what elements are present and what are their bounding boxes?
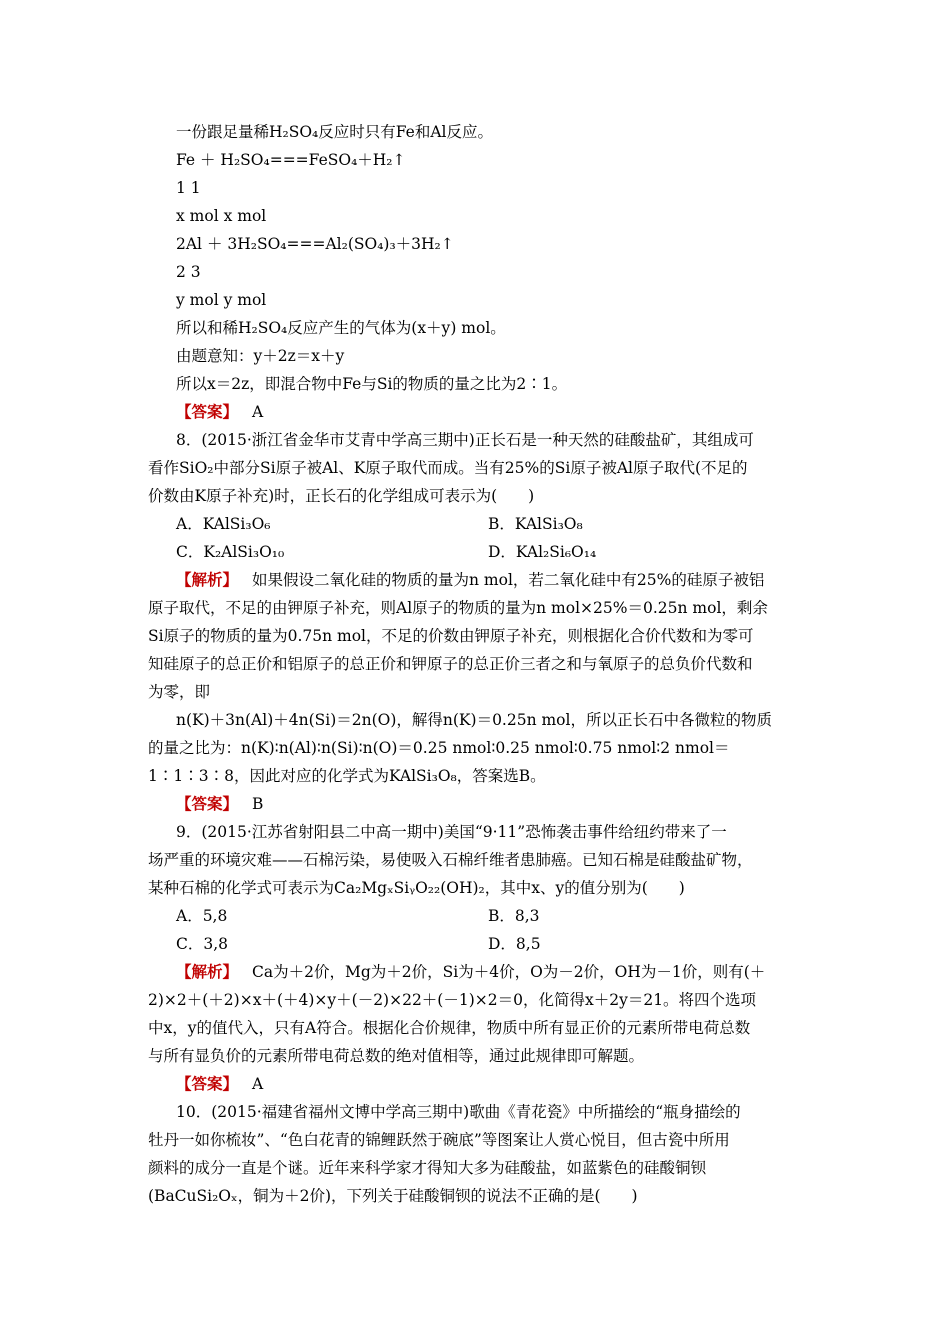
p7-mol-1: x mol x mol xyxy=(176,207,267,225)
p7-coeff-1: 1 1 xyxy=(176,179,201,197)
q9-option-d: D．8,5 xyxy=(488,935,541,953)
p7-equation-2: 2Al ＋ 3H₂SO₄===Al₂(SO₄)₃＋3H₂↑ xyxy=(176,235,454,253)
q9-stem-2: 场严重的环境灾难——石棉污染，易使吸入石棉纤维者患肺癌。已知石棉是硅酸盐矿物， xyxy=(148,851,753,869)
q8-analysis-1: 如果假设二氧化硅的物质的量为n mol，若二氧化硅中有25%的硅原子被铝 xyxy=(252,571,765,589)
answer-tag: 【答案】 xyxy=(176,1074,239,1093)
q8-analysis-4: 知硅原子的总正价和铝原子的总正价和钾原子的总正价三者之和与氧原子的总负价代数和 xyxy=(148,655,753,673)
answer-tag: 【答案】 xyxy=(176,794,239,813)
q8-analysis-8: 1∶1∶3∶8，因此对应的化学式为KAlSi₃O₈，答案选B。 xyxy=(148,767,546,785)
p7-coeff-2: 2 3 xyxy=(176,263,201,281)
p7-answer-row xyxy=(176,402,263,422)
p7-answer: A xyxy=(252,403,264,421)
answer-tag: 【答案】 xyxy=(176,402,239,421)
q10-stem-3: 颜料的成分一直是个谜。近年来科学家才得知大多为硅酸盐，如蓝紫色的硅酸铜钡 xyxy=(148,1159,707,1177)
analysis-tag: 【解析】 xyxy=(176,962,239,981)
q9-analysis-2: 2)×2＋(＋2)×x＋(＋4)×y＋(－2)×22＋(－1)×2＝0，化简得x＋2y＝21。将四个选项 xyxy=(148,991,757,1009)
q8-stem-3: 价数由K原子补充)时，正长石的化学组成可表示为( ) xyxy=(148,487,535,505)
q9-option-a: A．5,8 xyxy=(176,907,228,925)
q8-option-b: B．KAlSi₃O₈ xyxy=(488,515,583,533)
q9-analysis-4: 与所有显负价的元素所带电荷总数的绝对值相等，通过此规律即可解题。 xyxy=(148,1047,645,1065)
q9-analysis-row xyxy=(176,962,765,982)
q9-analysis-1: Ca为＋2价，Mg为＋2价，Si为＋4价，O为－2价，OH为－1价，则有(＋ xyxy=(252,963,766,981)
q8-analysis-6: n(K)＋3n(Al)＋4n(Si)＝2n(O)，解得n(K)＝0.25n mol，所以正长石中各微粒的物质 xyxy=(176,711,772,729)
q8-answer-row xyxy=(176,794,263,814)
q9-stem-1: 9．(2015·江苏省射阳县二中高一期中)美国“9·11”恐怖袭击事件给纽约带来了一 xyxy=(176,823,727,841)
q9-analysis-3: 中x，y的值代入，只有A符合。根据化合价规律，物质中所有显正价的元素所带电荷总数 xyxy=(148,1019,751,1037)
q8-analysis-2: 原子取代，不足的由钾原子补充，则Al原子的物质的量为n mol×25%＝0.25n mol，剩余 xyxy=(148,599,768,617)
q10-stem-1: 10．(2015·福建省福州文博中学高三期中)歌曲《青花瓷》中所描绘的“瓶身描绘的 xyxy=(176,1103,741,1121)
q8-stem-2: 看作SiO₂中部分Si原子被Al、K原子取代而成。当有25%的Si原子被Al原子取代(不足的 xyxy=(148,459,748,477)
q10-stem-4: (BaCuSi₂Oₓ，铜为＋2价)，下列关于硅酸铜钡的说法不正确的是( ) xyxy=(148,1187,638,1205)
q8-analysis-5: 为零，即 xyxy=(148,683,211,701)
p7-mol-2: y mol y mol xyxy=(176,291,267,309)
q9-answer-row xyxy=(176,1074,263,1094)
q8-option-c: C．K₂AlSi₃O₁₀ xyxy=(176,543,285,561)
p7-line-9: 由题意知：y＋2z＝x＋y xyxy=(176,347,345,365)
q8-answer: B xyxy=(252,795,264,813)
p7-line-8: 所以和稀H₂SO₄反应产生的气体为(x＋y) mol。 xyxy=(176,319,506,337)
q10-stem-2: 牡丹一如你梳妆”、“色白花青的锦鲤跃然于碗底”等图案让人赏心悦目，但古瓷中所用 xyxy=(148,1131,730,1149)
p7-line-1: 一份跟足量稀H₂SO₄反应时只有Fe和Al反应。 xyxy=(176,123,494,141)
q8-analysis-7: 的量之比为：n(K)∶n(Al)∶n(Si)∶n(O)＝0.25 nmol∶0.25 nmol∶0.75 nmol∶2 nmol＝ xyxy=(148,739,730,757)
analysis-tag: 【解析】 xyxy=(176,570,239,589)
p7-equation-1: Fe ＋ H₂SO₄===FeSO₄＋H₂↑ xyxy=(176,151,406,169)
q8-option-a: A．KAlSi₃O₆ xyxy=(176,515,271,533)
q8-analysis-row xyxy=(176,570,764,590)
q8-stem-1: 8．(2015·浙江省金华市艾青中学高三期中)正长石是一种天然的硅酸盐矿，其组成可 xyxy=(176,431,754,449)
p7-line-10: 所以x＝2z，即混合物中Fe与Si的物质的量之比为2∶1。 xyxy=(176,375,568,393)
q9-option-b: B．8,3 xyxy=(488,907,540,925)
q8-option-d: D．KAl₂Si₆O₁₄ xyxy=(488,543,597,561)
q9-answer: A xyxy=(252,1075,264,1093)
q9-stem-3: 某种石棉的化学式可表示为Ca₂MgₓSiᵧO₂₂(OH)₂，其中x、y的值分别为( ) xyxy=(148,879,685,897)
q8-analysis-3: Si原子的物质的量为0.75n mol，不足的价数由钾原子补充，则根据化合价代数和为零可 xyxy=(148,627,754,645)
q9-option-c: C．3,8 xyxy=(176,935,229,953)
